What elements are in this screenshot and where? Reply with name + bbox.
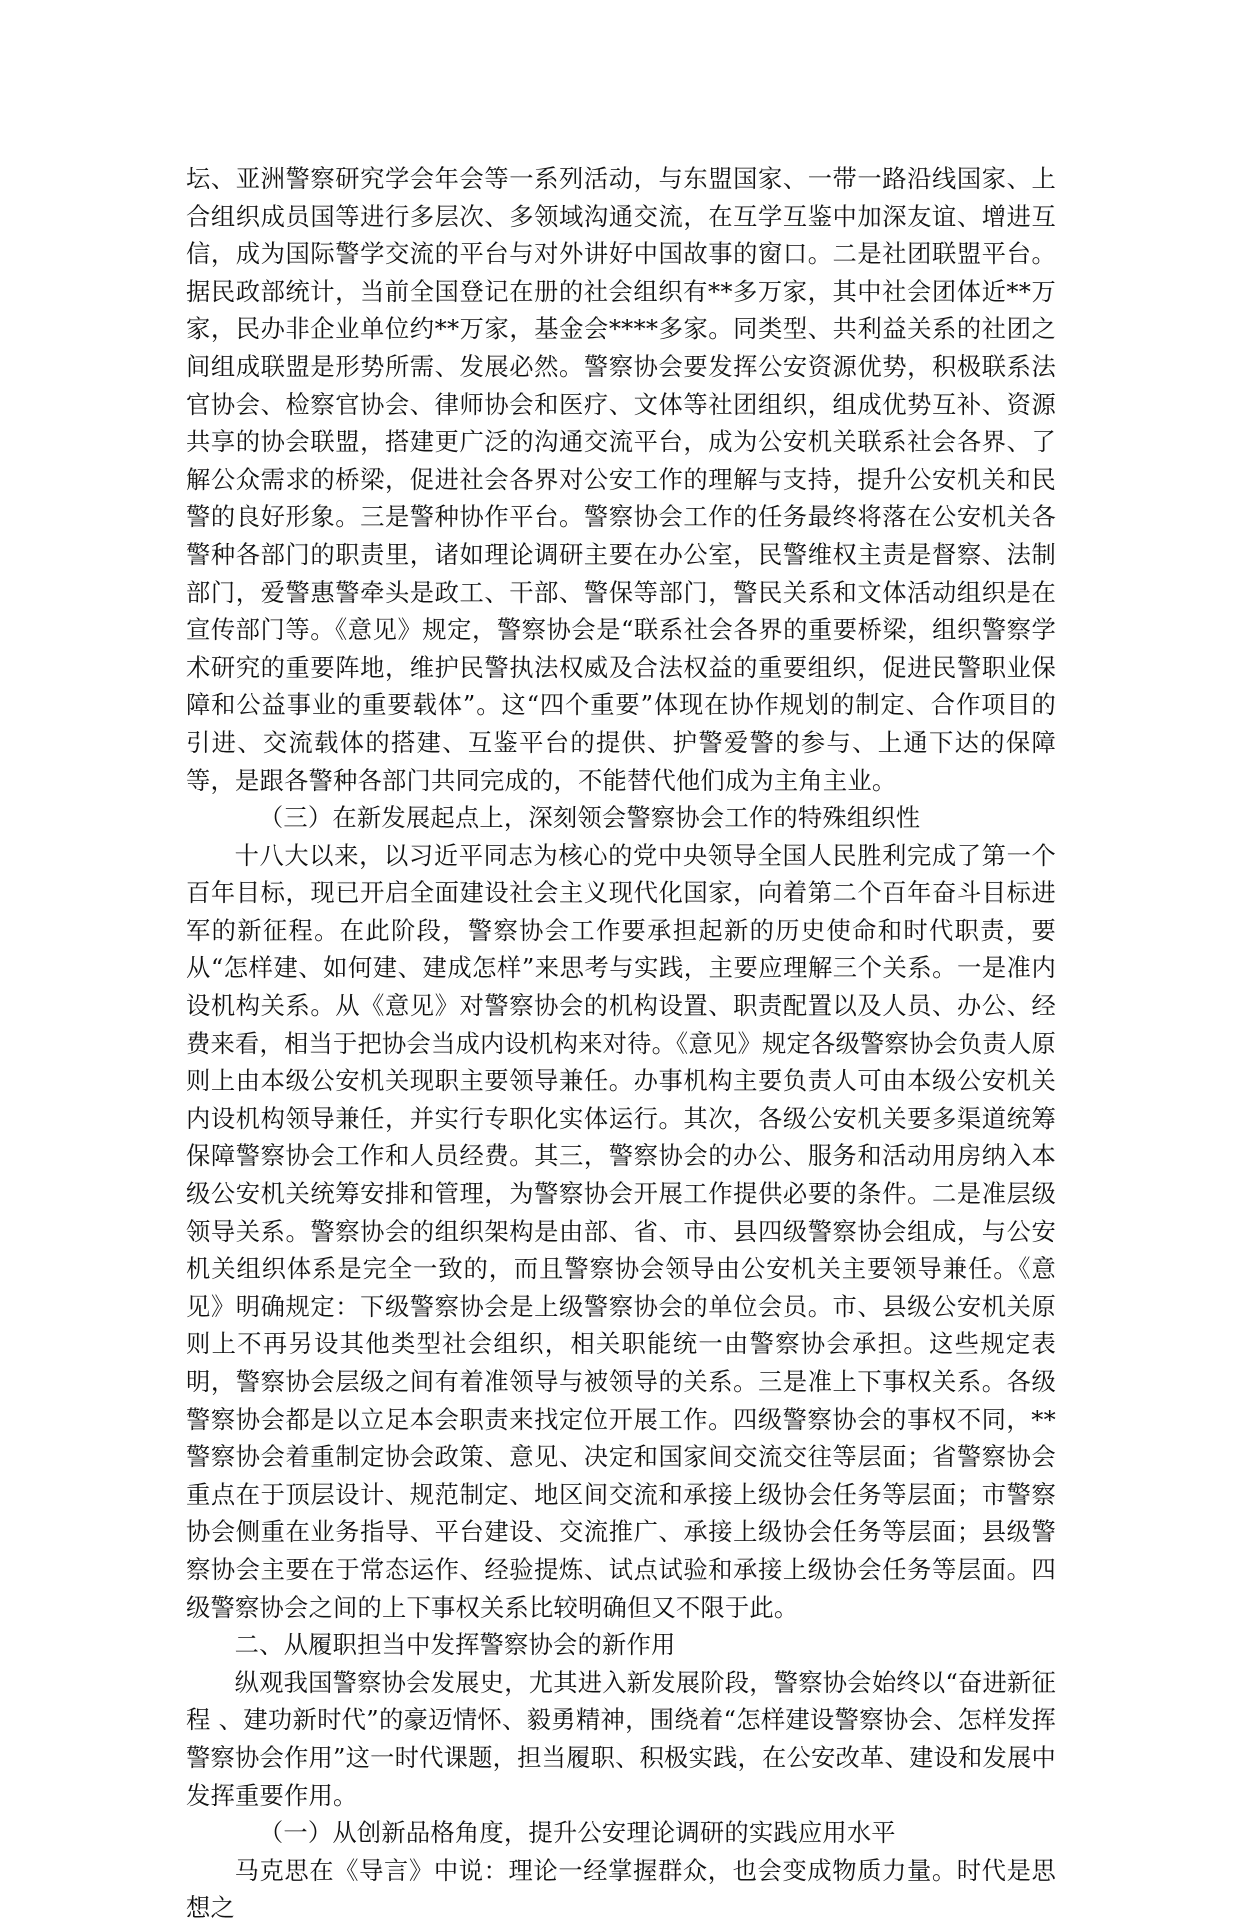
paragraph-body: 纵观我国警察协会发展史，尤其进入新发展阶段，警察协会始终以“奋进新征程 、建功新时代”的豪迈情怀、毅勇精神，围绕着“怎样建设警察协会、怎样发挥警察协会作用”这一时代课题，担当履职、积极实践，在公安改革、建设和发展中发挥重要作用。 [186, 1667, 1057, 1810]
subheading-one: （一）从创新品格角度，提升公安理论调研的实践应用水平 [258, 1818, 896, 1848]
subheading-three: （三）在新发展起点上，深刻领会警察协会工作的特殊组织性 [258, 803, 921, 833]
paragraph-body: 十八大以来，以习近平同志为核心的党中央领导全国人民胜利完成了第一个百年目标，现已开启全面建设社会主义现代化国家，向着第二个百年奋斗目标进军的新征程。在此阶段，警察协会工作要承担起新的历史使命和时代职责，要从“怎样建、如何建、建成怎样”来思考与实践，主要应理解三个关系。一是准内设机构关系。从《意见》对警察协会的机构设置、职责配置以及人员、办公、经费来看，相当于把协会当成内设机构来对待。《意见》规定各级警察协会负责人原则上由本级公安机关现职主要领导兼任。办事机构主要负责人可由本级公安机关内设机构领导兼任，并实行专职化实体运行。其次，各级公安机关要多渠道统筹保障警察协会工作和人员经费。其三，警察协会的办公、服务和活动用房纳入本级公安机关统筹安排和管理，为警察协会开展工作提供必要的条件。二是准层级领导关系。警察协会的组织架构是由部、省、市、县四级警察协会组成，与公安机关组织体系是完全一致的，而且警察协会领导由公安机关主要领导兼任。《意见》明确规定：下级警察协会是上级警察协会的单位会员。市、县级公安机关原则上不再另设其他类型社会组织，相关职能统一由警察协会承担。这些规定表明，警察协会层级之间有着准领导与被领导的关系。三是准上下事权关系。各级警察协会都是以立足本会职责来找定位开展工作。四级警察协会的事权不同，**警察协会着重制定协会政策、意见、决定和国家间交流交往等层面；省警察协会重点在于顶层设计、规范制定、地区间交流和承接上级协会任务等层面；市警察协会侧重在业务指导、平台建设、交流推广、承接上级协会任务等层面；县级警察协会主要在于常态运作、经验提炼、试点试验和承接上级协会任务等层面。四级警察协会之间的上下事权关系比较明确但又不限于此。 [186, 840, 1056, 1622]
section-heading-two: 二、从履职担当中发挥警察协会的新作用 [234, 1630, 676, 1660]
paragraph-body: 马克思在《导言》中说：理论一经掌握群众，也会变成物质力量。时代是思想之 [186, 1855, 1056, 1923]
document-page [186, 160, 1056, 1927]
paragraph-continuation: 坛、亚洲警察研究学会年会等一系列活动，与东盟国家、一带一路沿线国家、上合组织成员国等进行多层次、多领域沟通交流，在互学互鉴中加深友谊、增进互信，成为国际警学交流的平台与对外讲好中国故事的窗口。二是社团联盟平台。据民政部统计，当前全国登记在册的社会组织有**多万家，其中社会团体近**万家，民办非企业单位约**万家，基金会****多家。同类型、共利益关系的社团之间组成联盟是形势所需、发展必然。警察协会要发挥公安资源优势，积极联系法官协会、检察官协会、律师协会和医疗、文体等社团组织，组成优势互补、资源共享的协会联盟，搭建更广泛的沟通交流平台，成为公安机关联系社会各界、了解公众需求的桥梁，促进社会各界对公安工作的理解与支持，提升公安机关和民警的良好形象。三是警种协作平台。警察协会工作的任务最终将落在公安机关各警种各部门的职责里，诸如理论调研主要在办公室，民警维权主责是督察、法制部门，爱警惠警牵头是政工、干部、警保等部门，警民关系和文体活动组织是在宣传部门等。《意见》规定，警察协会是“联系社会各界的重要桥梁，组织警察学术研究的重要阵地，维护民警执法权威及合法权益的重要组织，促进民警职业保障和公益事业的重要载体”。这“四个重要”体现在协作规划的制定、合作项目的引进、交流载体的搭建、互鉴平台的提供、护警爱警的参与、上通下达的保障等，是跟各警种各部门共同完成的，不能替代他们成为主角主业。 [186, 164, 1056, 795]
